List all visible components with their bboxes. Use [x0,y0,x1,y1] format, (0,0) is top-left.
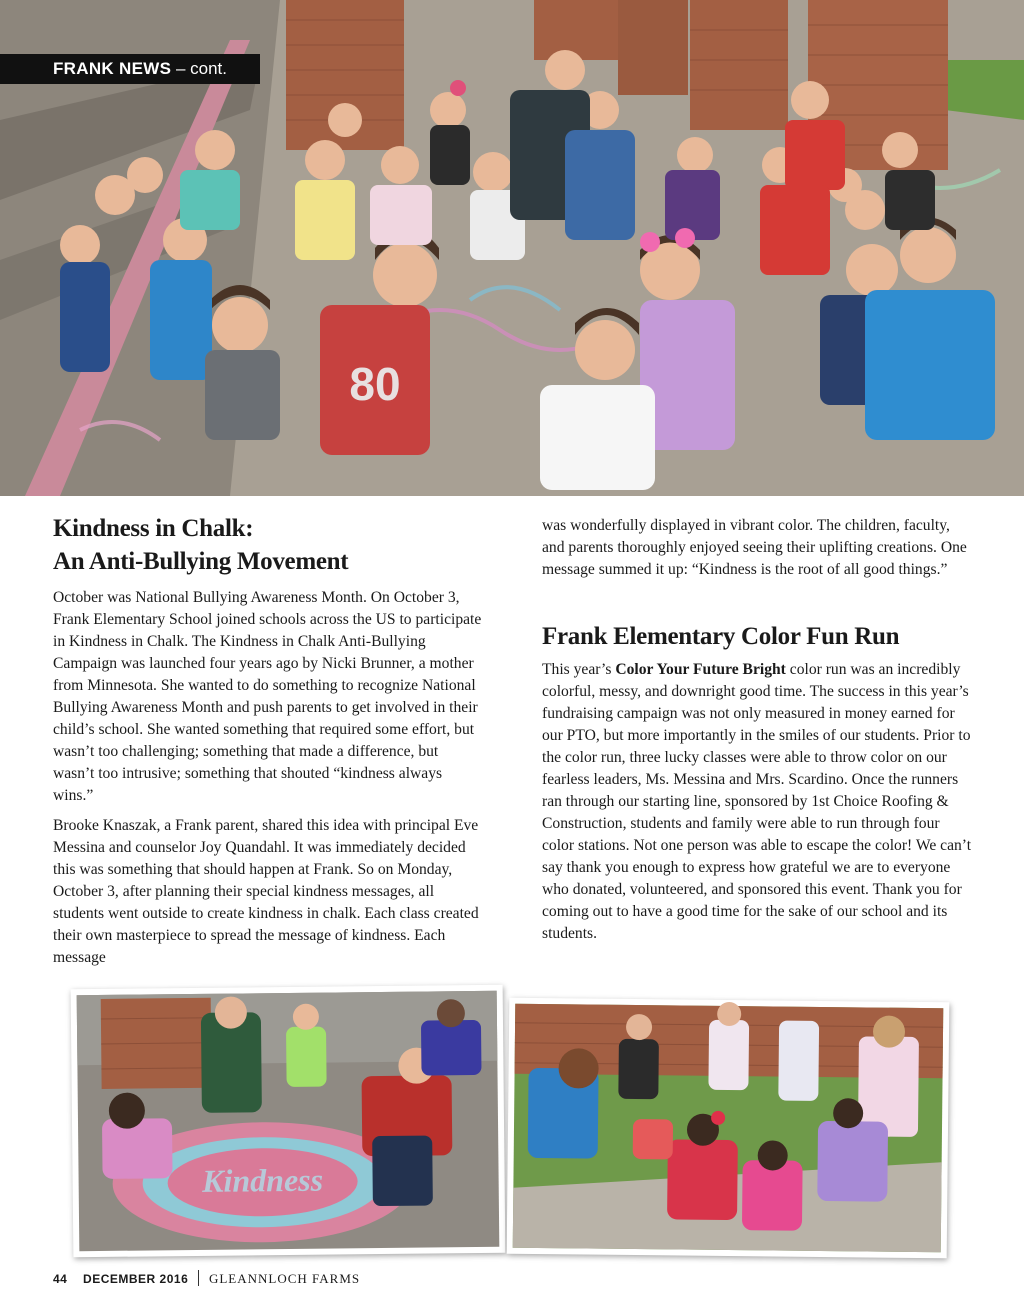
article2-event-name: Color Your Future Bright [615,661,786,678]
magazine-name: GLEANNLOCH FARMS [208,1271,361,1286]
article-title-color-run: Frank Elementary Color Fun Run [542,623,900,650]
article-left-column [53,587,483,977]
banner-title: FRANK NEWS [53,59,172,78]
photo-chalk-drawing [71,985,506,1258]
article-title-line2: An Anti-Bullying Movement [53,548,349,575]
article-color-run-body [542,659,972,953]
page-footer [53,1270,360,1287]
banner-subtitle: – cont. [171,59,227,78]
article1-paragraph-3: was wonderfully displayed in vibrant color. The children, faculty, and parents thoroughly enjoyed seeing their uplifting creations. One message summed it up: “Kindness is the root of all good things.” [542,517,967,578]
article-right-continued [542,515,972,589]
photo-grass-illustration [507,998,950,1259]
hero-photo-students-group [0,0,1024,496]
page-number: 44 [53,1272,68,1286]
photo-chalk-illustration [71,985,506,1258]
jersey-number: 80 [349,358,401,410]
photo-chalk-students-grass [507,998,950,1259]
issue-date: DECEMBER 2016 [83,1272,189,1286]
section-banner [0,54,260,84]
article2-paragraph [542,659,972,945]
chalk-kindness-word: Kindness [201,1161,324,1199]
article-title-kindness [53,512,493,578]
article1-paragraph-2: Brooke Knaszak, a Frank parent, shared this idea with principal Eve Messina and counselor Joy Quandahl. It was immediately decided this was something that should happen at Frank. So on Monday, October 3, after planning their special kindness messages, all students went outside to create kindness in chalk. Each class created their own masterpiece to spread the message of kindness. Each message [53,817,479,966]
article-title-line1: Kindness in Chalk: [53,515,254,542]
article1-paragraph-1: October was National Bullying Awareness Month. On October 3, Frank Elementary School joined schools across the US to participate in Kindness in Chalk. The Kindness in Chalk Anti-Bullying Campaign was launched four years ago by Nicki Brunner, a mother from Minnesota. She wanted to do something to recognize National Bullying Awareness Month and push parents to get involved in their child’s school. She wanted something that required some effort, but wasn’t too challenging; something that made a difference, but wasn’t too intrusive; something that shouted “kindness always wins.” [53,589,482,804]
footer-divider [198,1270,199,1286]
article2-body: color run was an incredibly colorful, messy, and downright good time. The success in this year’s fundraising campaign was not only measured in money earned for our PTO, but more importantly in the smiles of our students. Prior to the color run, three lucky classes were able to throw color on our fearless leaders, Ms. Messina and Mrs. Scardino. Once the runners ran through our starting line, sponsored by 1st Choice Roofing & Construction, students and family were able to run through four color stations. Not one person was able to escape the color! We can’t say thank you enough to express how grateful we are to everyone who donated, volunteered, and sponsored this event. Thank you for coming out to have a good time for the sake of our school and its students. [542,661,972,942]
article2-intro: This year’s [542,661,616,678]
